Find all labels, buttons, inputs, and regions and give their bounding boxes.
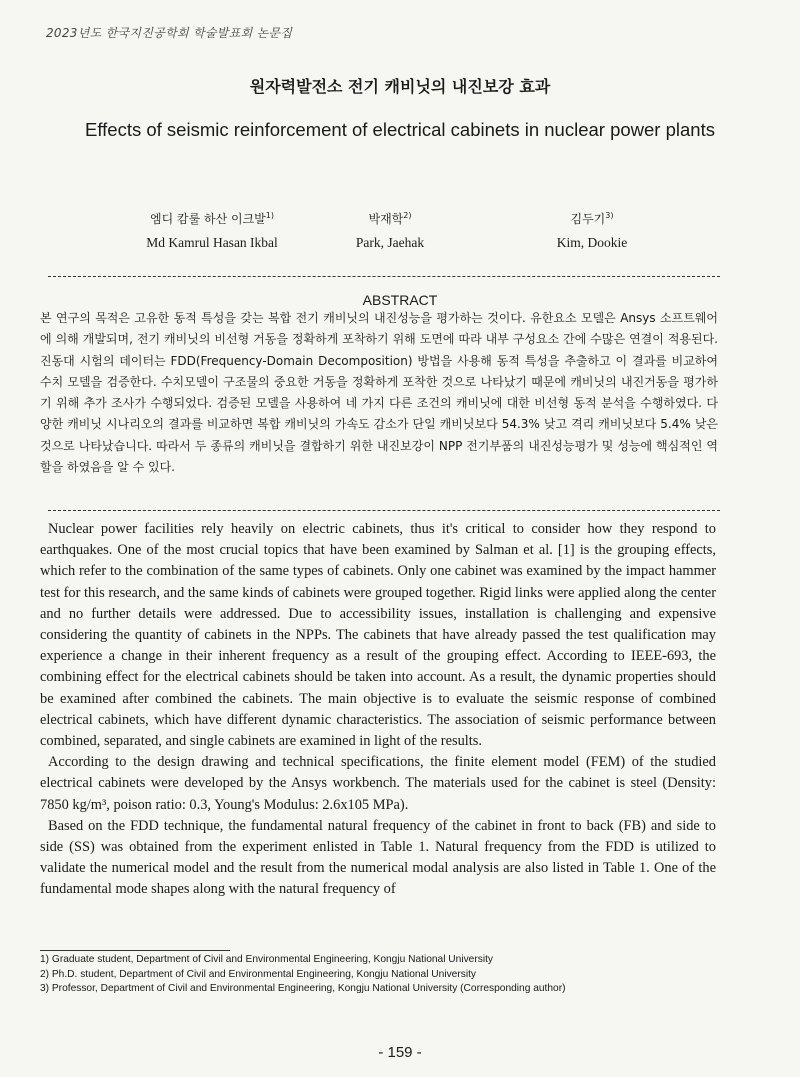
author-name-english: Park, Jaehak <box>355 235 425 250</box>
author-name-korean: 김두기$^{3)}$ <box>570 211 614 226</box>
footnotes <box>40 953 740 997</box>
body-paragraph-2: According to the design drawing and technical specifications, the finite element model (FEM) of the studied electrical cabinets were developed by the Ansys workbench. The materials used for the cabinet is steel (Density: 7850 kg/m³, poison ratio: 0.3, Young's Modulus: 2.6x105 MPa). <box>40 754 716 813</box>
abstract-text: 본 연구의 목적은 고유한 동적 특성을 갖는 복합 전기 캐비닛의 내진성능을 평가하는 것이다. 유한요소 모델은 Ansys 소프트웨어에 의해 개발되며, 전기 캐비닛의 비선형 거동을 정확하게 포착하기 위해 도면에 따라 내부 구성요소 간에 수많은 연결이 적용된다. 진동대 시험의 데이터는 FDD(Frequency-Domain Decomposition) 방법을 사용해 동적 특성을 추출하고 이 결과를 비교하여 수치 모델을 검증한다. 수치모델이 구조물의 중요한 거동을 정확하게 포착한 것으로 나타났기 때문에 캐비닛의 내진거동을 평가하기 위해 추가 조사가 수행되었다. 검증된 모델을 사용하여 네 가지 다른 조건의 캐비닛에 대한 비선형 동적 분석을 수행하였다. 다양한 캐비닛 시나리오의 결과를 비교하면 복합 캐비닛의 가속도 감소가 단일 캐비닛보다 54.3% 낮고 격리 캐비닛보다 5.4% 낮은 것으로 나타났습니다. 따라서 두 종류의 캐비닛을 결합하기 위한 내진보강이 NPP 전기부품의 내진성능평가 및 성능에 핵심적인 역할을 하였음을 알 수 있다. <box>40 311 718 475</box>
author-name-korean: 박재학$^{2)}$ <box>368 211 412 226</box>
author-name-english: Kim, Dookie <box>556 235 628 250</box>
footnote-2: 2) Ph.D. student, Department of Civil and Environmental Engineering, Kongju National University <box>40 968 477 980</box>
author-3 <box>492 204 692 255</box>
running-header: 2023년도 한국지진공학회 학술발표회 논문집 <box>46 26 293 40</box>
author-name-english: Md Kamrul Hasan Ikbal <box>146 235 278 250</box>
body-paragraph-3: Based on the FDD technique, the fundamental natural frequency of the cabinet in front to back (FB) and side to side (SS) was obtained from the experiment enlisted in Table 1. Natural frequency from the FDD is utilized to validate the numerical model and the result from the numerical modal analysis are also listed in Table 1. One of the fundamental mode shapes along with the natural frequency of <box>40 817 716 898</box>
footnote-rule <box>40 950 230 951</box>
body-paragraph-1: Nuclear power facilities rely heavily on electric cabinets, thus it's critical to consider how they respond to earthquakes. One of the most crucial topics that have been examined by Salman et al. [1] is the grouping effects, which refer to the combination of the same types of cabinets. Only one cabinet was examined by the impact hammer test for this research, and the same kinds of cabinets were grouped together. Rigid links were applied along the center and no further details were addressed. Due to accessibility issues, installation is challenging and expensive considering the quantity of cabinets in the NPPs. The cabinets that have already passed the test qualification may experience a change in their inherent frequency as a result of the grouping effect. According to IEEE-693, the combining effect for the electrical cabinets should be taken into account. As a result, the dynamic properties should be examined after combined the cabinets. The main objective is to evaluate the seismic response of combined electrical cabinets, which have different dynamic characteristics. The association of seismic performance between combined, separated, and single cabinets are examined in light of the results. <box>40 521 716 750</box>
author-2 <box>290 204 490 255</box>
title-english: Effects of seismic reinforcement of electrical cabinets in nuclear power plants <box>85 119 715 140</box>
abstract-bottom-divider <box>48 510 720 511</box>
page-number: - 159 - <box>378 1044 422 1061</box>
body-text <box>40 519 716 901</box>
footnote-3: 3) Professor, Department of Civil and Environmental Engineering, Kongju National University (Corresponding author) <box>40 983 566 994</box>
title-korean: 원자력발전소 전기 캐비닛의 내진보강 효과 <box>249 77 551 96</box>
author-name-korean: 엠디 캄룰 하산 이크발$^{1)}$ <box>150 211 274 226</box>
author-1 <box>112 204 312 255</box>
abstract-top-divider <box>48 276 720 277</box>
abstract-heading: ABSTRACT <box>362 292 438 308</box>
footnote-1: 1) Graduate student, Department of Civil and Environmental Engineering, Kongju National University <box>40 954 494 965</box>
